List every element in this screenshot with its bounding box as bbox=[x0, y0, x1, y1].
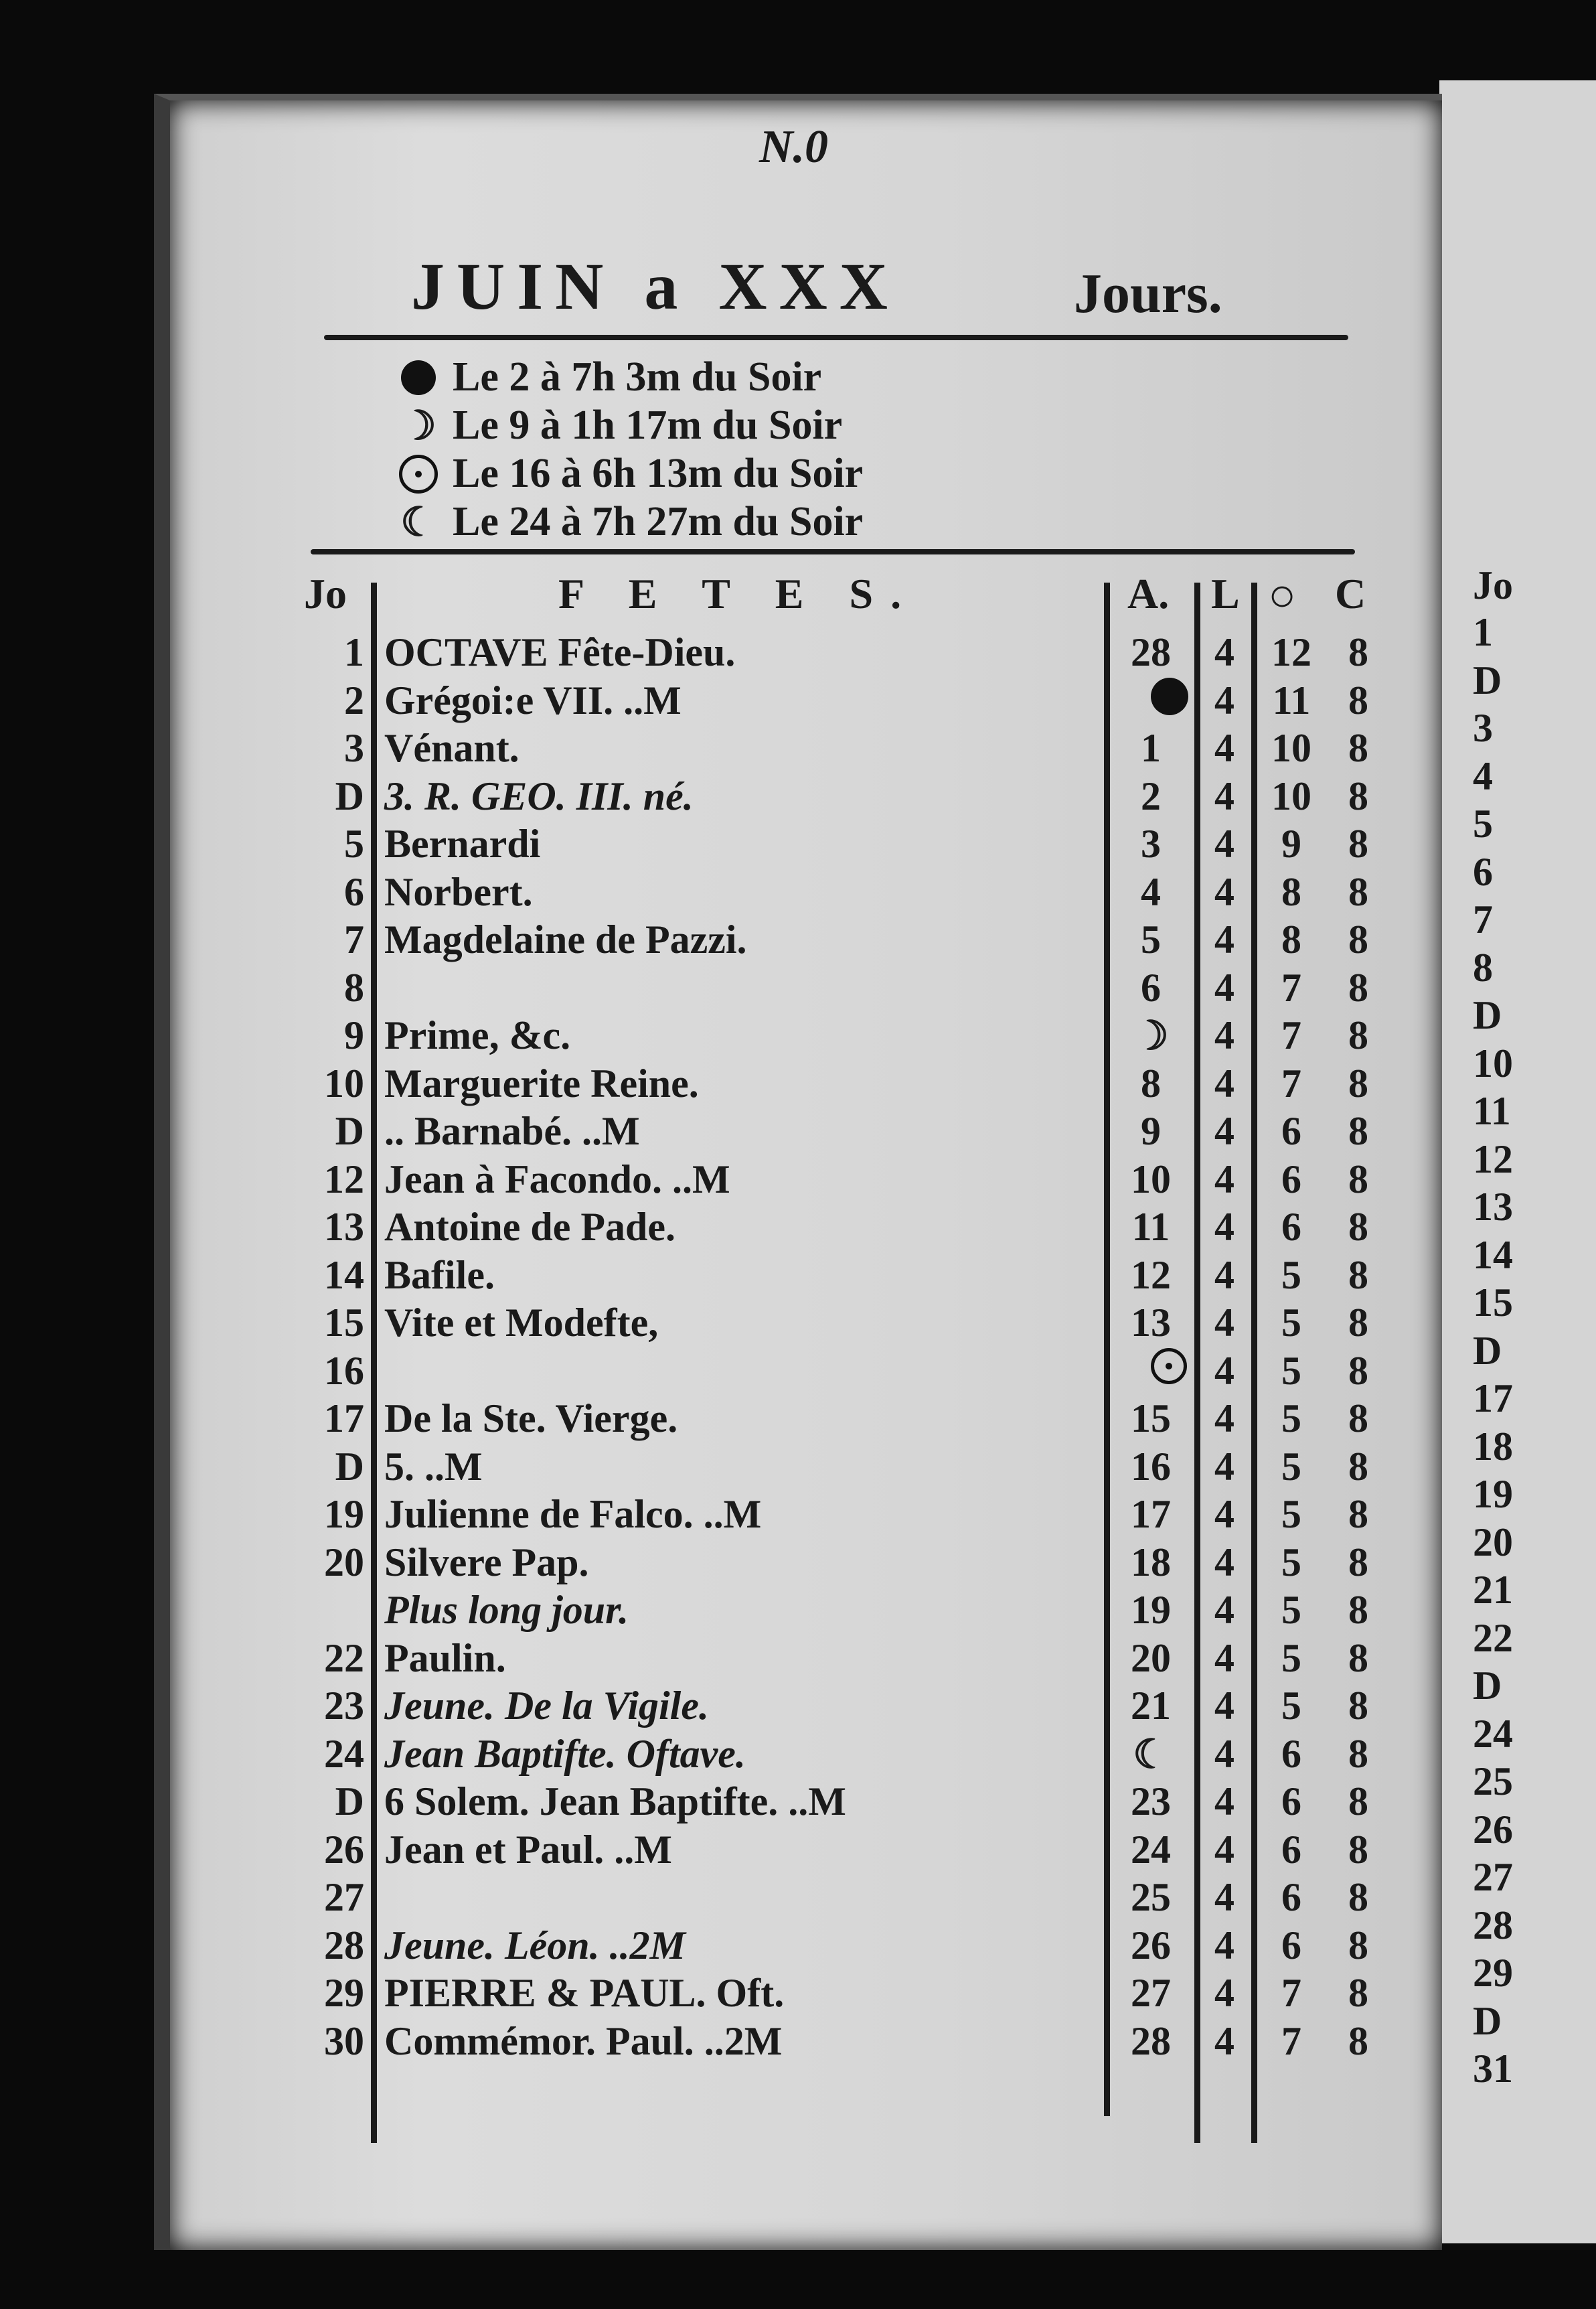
sunrise-min-cell: 12 bbox=[1271, 630, 1311, 674]
folio-mark: N.0 bbox=[759, 121, 829, 173]
c-cell: 8 bbox=[1348, 1444, 1368, 1489]
sunrise-hour-cell: 4 bbox=[1214, 1588, 1234, 1632]
age-cell: 18 bbox=[1131, 1540, 1171, 1584]
sunrise-min-cell: 5 bbox=[1281, 1635, 1301, 1680]
sunrise-hour-cell: 4 bbox=[1214, 1300, 1234, 1345]
c-cell: 8 bbox=[1348, 965, 1368, 1010]
facing-day-label: 28 bbox=[1473, 1903, 1513, 1947]
table-row bbox=[170, 1970, 1442, 2017]
c-cell: 8 bbox=[1348, 726, 1368, 770]
day-cell: 14 bbox=[324, 1252, 364, 1297]
sunrise-hour-cell: 4 bbox=[1214, 2018, 1234, 2063]
facing-day-label: 4 bbox=[1473, 753, 1493, 798]
c-cell: 8 bbox=[1348, 1731, 1368, 1776]
fete-cell: Prime, &c. bbox=[384, 1013, 571, 1057]
moon-phase-line bbox=[398, 354, 821, 401]
table-row bbox=[170, 917, 1442, 964]
c-cell: 8 bbox=[1348, 1061, 1368, 1106]
sunrise-min-cell: 11 bbox=[1272, 678, 1311, 723]
sunrise-min-cell: 5 bbox=[1281, 1396, 1301, 1440]
sunrise-min-cell: 6 bbox=[1281, 1205, 1301, 1249]
new-moon-icon bbox=[398, 357, 439, 398]
sunrise-hour-cell: 4 bbox=[1214, 630, 1234, 674]
sunrise-min-cell: 5 bbox=[1281, 1300, 1301, 1345]
day-cell: 6 bbox=[344, 869, 364, 914]
moon-phase-text: Le 16 à 6h 13m du Soir bbox=[453, 451, 864, 496]
table-row bbox=[170, 869, 1442, 916]
age-cell: 5 bbox=[1141, 917, 1161, 962]
table-row bbox=[170, 1252, 1442, 1299]
day-cell: 16 bbox=[324, 1348, 364, 1393]
facing-day-label: 22 bbox=[1473, 1615, 1513, 1660]
fete-cell: Julienne de Falco. ..M bbox=[384, 1492, 762, 1536]
day-cell: 7 bbox=[344, 917, 364, 962]
sunrise-min-cell: 7 bbox=[1281, 1971, 1301, 2015]
age-cell: 26 bbox=[1131, 1923, 1171, 1967]
facing-day-label: 13 bbox=[1473, 1185, 1513, 1229]
moon-phase-line bbox=[398, 498, 863, 546]
sunrise-hour-cell: 4 bbox=[1214, 1252, 1234, 1297]
sunrise-min-cell: 5 bbox=[1281, 1588, 1301, 1632]
age-cell: 27 bbox=[1131, 1971, 1171, 2015]
age-cell: 12 bbox=[1131, 1252, 1171, 1297]
fete-cell: Antoine de Pade. bbox=[384, 1205, 675, 1249]
day-cell: 13 bbox=[324, 1205, 364, 1249]
day-cell: 9 bbox=[344, 1013, 364, 1057]
fete-cell: Silvere Pap. bbox=[384, 1540, 589, 1584]
sunrise-hour-cell: 4 bbox=[1214, 1061, 1234, 1106]
facing-day-label: D bbox=[1473, 993, 1502, 1037]
table-row bbox=[170, 821, 1442, 868]
moon-phase-text: Le 9 à 1h 17m du Soir bbox=[453, 402, 843, 448]
sunrise-hour-cell: 4 bbox=[1214, 1109, 1234, 1153]
day-cell: 20 bbox=[324, 1540, 364, 1584]
age-cell: 3 bbox=[1141, 822, 1161, 866]
age-cell: 20 bbox=[1131, 1635, 1171, 1680]
facing-day-label: D bbox=[1473, 1663, 1502, 1708]
age-cell: 17 bbox=[1131, 1492, 1171, 1536]
day-cell: 17 bbox=[324, 1396, 364, 1440]
table-row bbox=[170, 629, 1442, 676]
sunrise-hour-cell: 4 bbox=[1214, 965, 1234, 1010]
c-cell: 8 bbox=[1348, 1635, 1368, 1680]
day-cell: 12 bbox=[324, 1157, 364, 1201]
facing-day-label: 14 bbox=[1473, 1232, 1513, 1277]
age-cell: 25 bbox=[1131, 1875, 1171, 1919]
day-cell: D bbox=[335, 1444, 364, 1489]
day-cell: 28 bbox=[324, 1923, 364, 1967]
sunrise-min-cell: 10 bbox=[1271, 726, 1311, 770]
full-moon-icon bbox=[1151, 1348, 1187, 1384]
table-row bbox=[170, 1157, 1442, 1203]
c-cell: 8 bbox=[1348, 1540, 1368, 1584]
fete-cell: Vénant. bbox=[384, 726, 520, 770]
age-cell: 9 bbox=[1141, 1109, 1161, 1153]
sunrise-min-cell: 6 bbox=[1281, 1731, 1301, 1776]
c-cell: 8 bbox=[1348, 1971, 1368, 2015]
fete-cell: Vite et Modefte, bbox=[384, 1300, 659, 1345]
day-cell: 23 bbox=[324, 1684, 364, 1728]
age-cell: 6 bbox=[1141, 965, 1161, 1010]
c-cell: 8 bbox=[1348, 1779, 1368, 1823]
fete-cell: Jeune. Léon. ..2M bbox=[384, 1923, 686, 1967]
last-quarter-icon: ☾ bbox=[400, 500, 436, 544]
sunrise-min-cell: 5 bbox=[1281, 1252, 1301, 1297]
sunrise-min-cell: 8 bbox=[1281, 869, 1301, 914]
day-cell: 3 bbox=[344, 726, 364, 770]
age-cell: 16 bbox=[1131, 1444, 1171, 1489]
day-cell: 1 bbox=[344, 630, 364, 674]
c-cell: 8 bbox=[1348, 678, 1368, 723]
facing-day-label: 19 bbox=[1473, 1472, 1513, 1516]
day-cell: 26 bbox=[324, 1827, 364, 1872]
sunrise-hour-cell: 4 bbox=[1214, 1444, 1234, 1489]
table-row bbox=[170, 1540, 1442, 1586]
c-cell: 8 bbox=[1348, 1157, 1368, 1201]
age-cell: 10 bbox=[1131, 1157, 1171, 1201]
facing-day-label: 18 bbox=[1473, 1424, 1513, 1469]
sunrise-min-cell: 5 bbox=[1281, 1540, 1301, 1584]
col-head-a: A. bbox=[1127, 570, 1170, 617]
c-cell: 8 bbox=[1348, 1684, 1368, 1728]
day-cell: 15 bbox=[324, 1300, 364, 1345]
facing-day-label: 12 bbox=[1473, 1136, 1513, 1181]
fete-cell: 6 Solem. Jean Baptifte. ..M bbox=[384, 1779, 846, 1823]
day-cell: D bbox=[335, 773, 364, 818]
day-cell: 5 bbox=[344, 822, 364, 866]
day-cell: 22 bbox=[324, 1635, 364, 1680]
sunrise-hour-cell: 4 bbox=[1214, 678, 1234, 723]
fete-cell: Norbert. bbox=[384, 869, 533, 914]
c-cell: 8 bbox=[1348, 1875, 1368, 1919]
c-cell: 8 bbox=[1348, 1013, 1368, 1057]
sunrise-min-cell: 6 bbox=[1281, 1779, 1301, 1823]
table-row bbox=[170, 1731, 1442, 1778]
almanac-page bbox=[154, 94, 1442, 2250]
age-cell: 13 bbox=[1131, 1300, 1171, 1345]
age-cell: 2 bbox=[1141, 773, 1161, 818]
table-row bbox=[170, 773, 1442, 820]
sunrise-min-cell: 10 bbox=[1271, 773, 1311, 818]
fete-cell: Jean Baptifte. Oftave. bbox=[384, 1731, 746, 1776]
moon-phase-text: Le 24 à 7h 27m du Soir bbox=[453, 499, 864, 544]
table-row bbox=[170, 965, 1442, 1012]
sunrise-hour-cell: 4 bbox=[1214, 1684, 1234, 1728]
fete-cell: PIERRE & PAUL. Oft. bbox=[384, 1971, 785, 2015]
table-row bbox=[170, 1587, 1442, 1634]
fete-cell: Bafile. bbox=[384, 1252, 495, 1297]
fete-cell: OCTAVE Fête-Dieu. bbox=[384, 630, 736, 674]
facing-day-label: 24 bbox=[1473, 1711, 1513, 1756]
table-row bbox=[170, 1779, 1442, 1826]
moon-phase-text: Le 2 à 7h 3m du Soir bbox=[453, 354, 822, 400]
sunrise-hour-cell: 4 bbox=[1214, 1205, 1234, 1249]
age-cell: 23 bbox=[1131, 1779, 1171, 1823]
sunrise-hour-cell: 4 bbox=[1214, 1157, 1234, 1201]
facing-day-label: D bbox=[1473, 1328, 1502, 1373]
facing-day-label: 3 bbox=[1473, 706, 1493, 750]
table-row bbox=[170, 725, 1442, 772]
c-cell: 8 bbox=[1348, 1588, 1368, 1632]
facing-day-label: 10 bbox=[1473, 1041, 1513, 1086]
moon-phase-line bbox=[398, 402, 842, 449]
c-cell: 8 bbox=[1348, 917, 1368, 962]
col-head-jo: Jo bbox=[304, 570, 347, 617]
sunrise-min-cell: 7 bbox=[1281, 1061, 1301, 1106]
day-cell: 27 bbox=[324, 1875, 364, 1919]
age-cell: ☾ bbox=[1133, 1732, 1169, 1777]
fete-cell: 5. ..M bbox=[384, 1444, 483, 1489]
table-row bbox=[170, 1013, 1442, 1059]
facing-day-label: 1 bbox=[1473, 610, 1493, 654]
table-row bbox=[170, 1923, 1442, 1969]
age-cell: 11 bbox=[1131, 1205, 1170, 1249]
day-cell: 2 bbox=[344, 678, 364, 723]
sunrise-hour-cell: 4 bbox=[1214, 869, 1234, 914]
facing-page bbox=[1439, 80, 1596, 2243]
age-cell: 19 bbox=[1131, 1588, 1171, 1632]
sunrise-hour-cell: 4 bbox=[1214, 917, 1234, 962]
fete-cell: Plus long jour. bbox=[384, 1588, 629, 1632]
facing-day-label: 25 bbox=[1473, 1759, 1513, 1803]
sunrise-min-cell: 5 bbox=[1281, 1348, 1301, 1393]
age-cell: 4 bbox=[1141, 869, 1161, 914]
sunrise-hour-cell: 4 bbox=[1214, 1971, 1234, 2015]
full-moon-icon bbox=[398, 453, 439, 495]
table-row bbox=[170, 1300, 1442, 1347]
sunrise-min-cell: 7 bbox=[1281, 1013, 1301, 1057]
table-row bbox=[170, 678, 1442, 725]
month-days-label: Jours. bbox=[1074, 263, 1222, 325]
facing-day-label: 26 bbox=[1473, 1807, 1513, 1852]
moon-phase-line bbox=[398, 450, 863, 498]
first-quarter-icon: ☽ bbox=[400, 403, 436, 448]
age-cell: 21 bbox=[1131, 1684, 1171, 1728]
c-cell: 8 bbox=[1348, 773, 1368, 818]
facing-day-label: 17 bbox=[1473, 1376, 1513, 1420]
table-row bbox=[170, 1348, 1442, 1395]
c-cell: 8 bbox=[1348, 1109, 1368, 1153]
day-cell: 30 bbox=[324, 2018, 364, 2063]
sunrise-hour-cell: 4 bbox=[1214, 1540, 1234, 1584]
table-row bbox=[170, 1444, 1442, 1491]
c-cell: 8 bbox=[1348, 1205, 1368, 1249]
day-cell: 19 bbox=[324, 1492, 364, 1536]
sunrise-min-cell: 7 bbox=[1281, 965, 1301, 1010]
sunrise-min-cell: 5 bbox=[1281, 1444, 1301, 1489]
age-cell: 24 bbox=[1131, 1827, 1171, 1872]
fete-cell: Paulin. bbox=[384, 1635, 506, 1680]
facing-day-label: 15 bbox=[1473, 1280, 1513, 1325]
c-cell: 8 bbox=[1348, 1252, 1368, 1297]
c-cell: 8 bbox=[1348, 869, 1368, 914]
sunrise-hour-cell: 4 bbox=[1214, 1348, 1234, 1393]
sunrise-hour-cell: 4 bbox=[1214, 1731, 1234, 1776]
table-row bbox=[170, 1108, 1442, 1155]
sunrise-min-cell: 5 bbox=[1281, 1684, 1301, 1728]
col-head-sun: ○ bbox=[1268, 570, 1297, 621]
table-row bbox=[170, 2018, 1442, 2065]
table-row bbox=[170, 1874, 1442, 1921]
sunrise-hour-cell: 4 bbox=[1214, 822, 1234, 866]
facing-day-label: 6 bbox=[1473, 849, 1493, 894]
month-title: JUIN a XXX bbox=[411, 249, 900, 323]
table-row bbox=[170, 1635, 1442, 1682]
day-cell: D bbox=[335, 1109, 364, 1153]
facing-day-label: 11 bbox=[1473, 1089, 1511, 1133]
day-cell: 24 bbox=[324, 1731, 364, 1776]
sunrise-min-cell: 9 bbox=[1281, 822, 1301, 866]
fete-cell: Marguerite Reine. bbox=[384, 1061, 699, 1106]
col-head-c: C bbox=[1335, 570, 1366, 617]
table-row bbox=[170, 1491, 1442, 1538]
facing-day-label: 29 bbox=[1473, 1951, 1513, 1995]
sunrise-hour-cell: 4 bbox=[1214, 1492, 1234, 1536]
c-cell: 8 bbox=[1348, 630, 1368, 674]
c-cell: 8 bbox=[1348, 1348, 1368, 1393]
sunrise-min-cell: 6 bbox=[1281, 1827, 1301, 1872]
facing-day-label: 20 bbox=[1473, 1519, 1513, 1564]
age-cell: 8 bbox=[1141, 1061, 1161, 1106]
age-cell: 28 bbox=[1131, 2018, 1171, 2063]
sunrise-hour-cell: 4 bbox=[1214, 1779, 1234, 1823]
table-row bbox=[170, 1204, 1442, 1251]
fete-cell: 3. R. GEO. III. né. bbox=[384, 773, 694, 818]
fete-cell: De la Ste. Vierge. bbox=[384, 1396, 678, 1440]
col-head-l: L bbox=[1211, 570, 1240, 617]
sunrise-min-cell: 6 bbox=[1281, 1923, 1301, 1967]
fete-cell: Magdelaine de Pazzi. bbox=[384, 917, 747, 962]
age-cell: ☽ bbox=[1133, 1014, 1169, 1058]
sunrise-hour-cell: 4 bbox=[1214, 1875, 1234, 1919]
c-cell: 8 bbox=[1348, 822, 1368, 866]
c-cell: 8 bbox=[1348, 1492, 1368, 1536]
table-row bbox=[170, 1061, 1442, 1108]
table-top-rule bbox=[311, 549, 1355, 554]
facing-day-label: Jo bbox=[1473, 563, 1513, 607]
sunrise-hour-cell: 4 bbox=[1214, 773, 1234, 818]
c-cell: 8 bbox=[1348, 1827, 1368, 1872]
table-row bbox=[170, 1396, 1442, 1442]
table-row bbox=[170, 1827, 1442, 1874]
sunrise-min-cell: 6 bbox=[1281, 1157, 1301, 1201]
sunrise-hour-cell: 4 bbox=[1214, 726, 1234, 770]
c-cell: 8 bbox=[1348, 1300, 1368, 1345]
facing-day-label: 8 bbox=[1473, 945, 1493, 990]
fete-cell: .. Barnabé. ..M bbox=[384, 1109, 640, 1153]
c-cell: 8 bbox=[1348, 1923, 1368, 1967]
fete-cell: Commémor. Paul. ..2M bbox=[384, 2018, 783, 2063]
new-moon-icon bbox=[1151, 678, 1188, 715]
table-row bbox=[170, 1683, 1442, 1730]
sunrise-min-cell: 7 bbox=[1281, 2018, 1301, 2063]
sunrise-hour-cell: 4 bbox=[1214, 1923, 1234, 1967]
fete-cell: Jeune. De la Vigile. bbox=[384, 1684, 709, 1728]
sunrise-hour-cell: 4 bbox=[1214, 1396, 1234, 1440]
facing-day-label: 31 bbox=[1473, 2046, 1513, 2091]
day-cell: 29 bbox=[324, 1971, 364, 2015]
age-cell: 28 bbox=[1131, 630, 1171, 674]
header-rule bbox=[324, 335, 1348, 340]
facing-day-label: 7 bbox=[1473, 897, 1493, 942]
c-cell: 8 bbox=[1348, 1396, 1368, 1440]
sunrise-min-cell: 8 bbox=[1281, 917, 1301, 962]
sunrise-min-cell: 5 bbox=[1281, 1492, 1301, 1536]
fete-cell: Grégoi:e VII. ..M bbox=[384, 678, 682, 723]
fete-cell: Jean et Paul. ..M bbox=[384, 1827, 672, 1872]
c-cell: 8 bbox=[1348, 2018, 1368, 2063]
facing-day-label: D bbox=[1473, 658, 1502, 702]
sunrise-min-cell: 6 bbox=[1281, 1875, 1301, 1919]
sunrise-hour-cell: 4 bbox=[1214, 1013, 1234, 1057]
col-head-fetes: F E T E S. bbox=[558, 570, 919, 617]
facing-day-label: 27 bbox=[1473, 1855, 1513, 1899]
day-cell: D bbox=[335, 1779, 364, 1823]
fete-cell: Jean à Facondo. ..M bbox=[384, 1157, 730, 1201]
sunrise-min-cell: 6 bbox=[1281, 1109, 1301, 1153]
fete-cell: Bernardi bbox=[384, 822, 541, 866]
facing-day-label: 21 bbox=[1473, 1568, 1513, 1612]
sunrise-hour-cell: 4 bbox=[1214, 1635, 1234, 1680]
age-cell: 15 bbox=[1131, 1396, 1171, 1440]
facing-day-label: 5 bbox=[1473, 802, 1493, 846]
age-cell: 1 bbox=[1141, 726, 1161, 770]
sunrise-hour-cell: 4 bbox=[1214, 1827, 1234, 1872]
day-cell: 10 bbox=[324, 1061, 364, 1106]
facing-day-label: D bbox=[1473, 1998, 1502, 2043]
day-cell: 8 bbox=[344, 965, 364, 1010]
